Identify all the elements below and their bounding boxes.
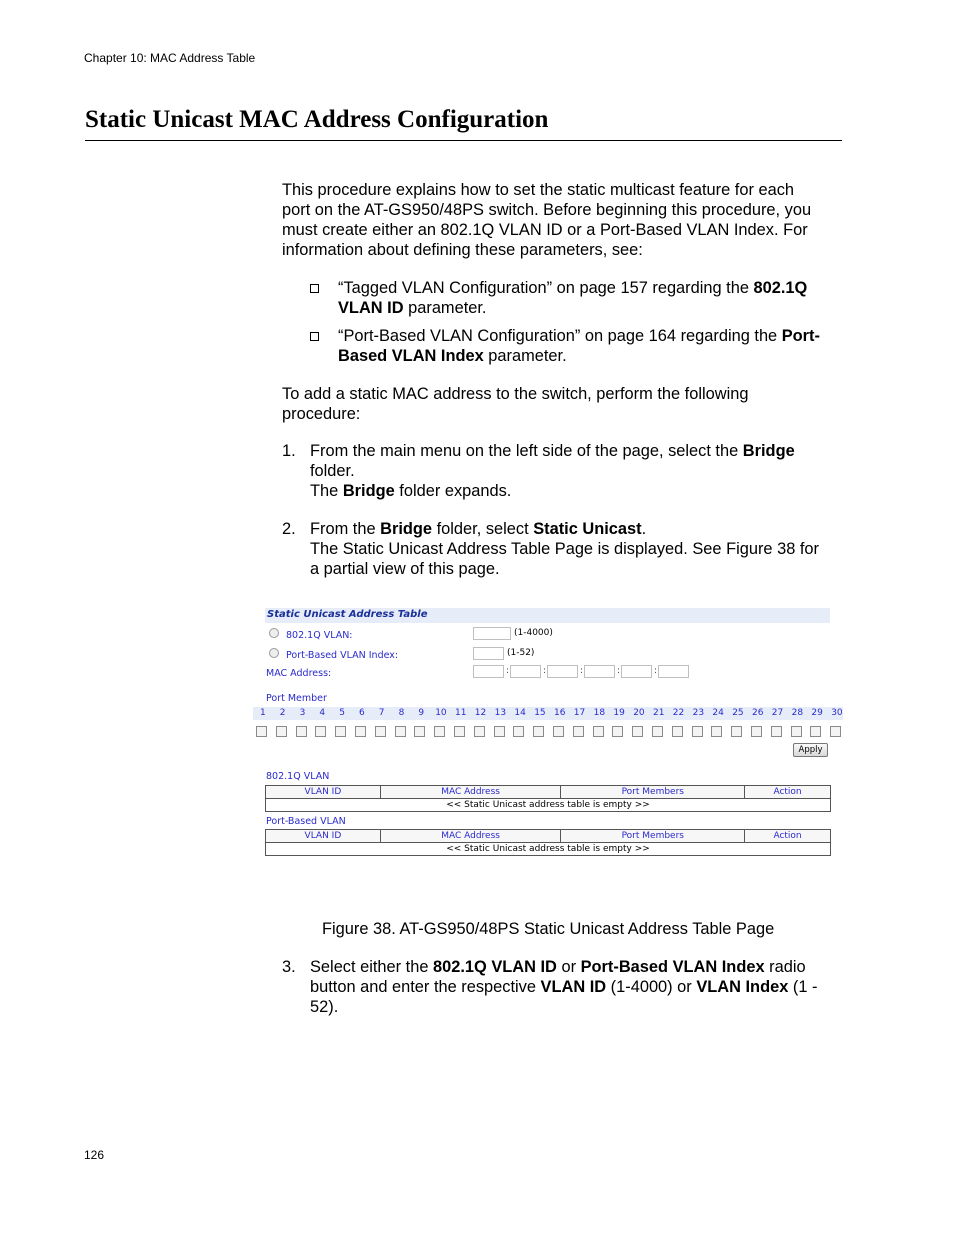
port-checkbox[interactable] [434, 726, 445, 737]
step-text: folder, select [432, 520, 534, 538]
port-number: 24 [712, 708, 724, 718]
intro-line: information about defining these parameters, see: [282, 241, 643, 259]
apply-button[interactable]: Apply [793, 743, 828, 757]
mac-octet-input[interactable] [621, 665, 652, 678]
port-number: 16 [554, 708, 566, 718]
step-bold: Bridge [380, 520, 433, 538]
title-rule [85, 140, 842, 141]
step-text: a partial view of this page. [310, 560, 500, 578]
intro-line: This procedure explains how to set the static multicast feature for each [282, 181, 795, 199]
bullet-text: “Tagged VLAN Configuration” on page 157 regarding the [338, 279, 754, 297]
col-port-members: Port Members [561, 786, 745, 799]
port-number: 1 [260, 708, 266, 718]
running-header: Chapter 10: MAC Address Table [84, 51, 256, 65]
port-checkbox[interactable] [414, 726, 425, 737]
step-1 [310, 441, 845, 501]
step-number: 2. [282, 520, 296, 538]
port-number: 13 [494, 708, 507, 718]
port-checkbox[interactable] [395, 726, 406, 737]
figure-caption: Figure 38. AT-GS950/48PS Static Unicast Address Table Page [322, 920, 775, 938]
step-text: The Static Unicast Address Table Page is displayed. See Figure 38 for [310, 540, 819, 558]
bullet-bold: Based VLAN Index [338, 347, 484, 365]
port-number: 17 [573, 708, 586, 718]
port-checkbox[interactable] [355, 726, 366, 737]
empty-row: << Static Unicast address table is empty >> [266, 843, 831, 856]
step-3 [310, 957, 845, 1017]
port-checkbox[interactable] [335, 726, 346, 737]
port-checkbox[interactable] [731, 726, 742, 737]
pbvlan-index-input[interactable] [473, 647, 504, 660]
port-number: 22 [672, 708, 685, 718]
mac-separator: : [506, 666, 510, 676]
table2-label: Port-Based VLAN [266, 816, 346, 827]
port-number: 9 [418, 708, 425, 718]
mac-octet-input[interactable] [658, 665, 689, 678]
intro-paragraph [282, 180, 811, 260]
port-number: 30 [831, 708, 843, 718]
page-number: 126 [84, 1148, 105, 1162]
port-number: 21 [653, 708, 665, 718]
port-checkbox[interactable] [672, 726, 683, 737]
port-number: 10 [435, 708, 447, 718]
port-number: 15 [534, 708, 546, 718]
mac-octet-input[interactable] [584, 665, 615, 678]
port-number: 6 [359, 708, 365, 718]
bullet-box-icon [310, 284, 319, 293]
port-number: 20 [633, 708, 645, 718]
step-text: Select either the [310, 958, 434, 976]
port-checkbox[interactable] [632, 726, 643, 737]
port-checkbox[interactable] [513, 726, 524, 737]
port-checkbox[interactable] [494, 726, 505, 737]
mac-separator: : [654, 666, 658, 676]
port-number: 14 [514, 708, 526, 718]
mac-separator: : [580, 666, 584, 676]
step-bold: Bridge [342, 482, 395, 500]
step-text: or [556, 958, 581, 976]
port-checkbox[interactable] [791, 726, 802, 737]
vlan-label: 802.1Q VLAN: [286, 630, 353, 641]
bullet-bold: 802.1Q [753, 279, 808, 297]
port-checkbox[interactable] [612, 726, 623, 737]
port-checkbox[interactable] [256, 726, 267, 737]
step-text: folder. [310, 462, 355, 480]
port-number: 8 [398, 708, 405, 718]
pbvlan-label: Port-Based VLAN Index: [286, 650, 399, 661]
bullet-bold: Port- [781, 327, 820, 345]
port-number: 4 [319, 708, 326, 718]
figure-title: Static Unicast Address Table [267, 609, 428, 620]
port-checkbox[interactable] [692, 726, 703, 737]
add-line: procedure: [282, 405, 361, 423]
step-bold: 802.1Q VLAN ID [433, 958, 557, 976]
port-number: 29 [811, 708, 823, 718]
col-mac-address: MAC Address [380, 786, 561, 799]
port-number: 7 [378, 708, 385, 718]
port-checkbox[interactable] [652, 726, 663, 737]
table1-label: 802.1Q VLAN [266, 771, 330, 782]
port-number: 28 [791, 708, 804, 718]
mac-separator: : [617, 666, 621, 676]
port-number: 18 [593, 708, 606, 718]
step-bold: VLAN ID [540, 978, 607, 996]
mac-octet-input[interactable] [547, 665, 578, 678]
port-number: 3 [299, 708, 306, 718]
col-vlan-id: VLAN ID [266, 786, 381, 799]
mac-label: MAC Address: [266, 668, 332, 679]
step-number: 3. [282, 958, 296, 976]
mac-separator: : [543, 666, 547, 676]
port-checkbox[interactable] [454, 726, 465, 737]
bullet-text: parameter. [403, 299, 487, 317]
vlan-range: (1-4000) [514, 628, 553, 638]
port-number: 12 [474, 708, 487, 718]
mac-octet-input[interactable] [473, 665, 504, 678]
step-text: (1 - [788, 978, 818, 996]
step-bold: Bridge [742, 442, 795, 460]
intro-line: port on the AT-GS950/48PS switch. Before beginning this procedure, you [282, 201, 812, 219]
port-number: 2 [279, 708, 286, 718]
pbvlan-table [265, 829, 831, 856]
empty-row: << Static Unicast address table is empty >> [266, 799, 831, 812]
port-checkbox[interactable] [375, 726, 386, 737]
port-checkbox[interactable] [296, 726, 307, 737]
step-text: 52). [310, 998, 339, 1016]
port-checkbox[interactable] [553, 726, 564, 737]
bullet-item [338, 326, 853, 366]
port-number: 27 [771, 708, 784, 718]
section-title: Static Unicast MAC Address Configuration [85, 106, 549, 133]
step-text: button and enter the respective [310, 978, 541, 996]
bullet-text: parameter. [483, 347, 567, 365]
step-bold: Static Unicast [533, 520, 642, 538]
port-number: 19 [613, 708, 625, 718]
port-checkbox[interactable] [315, 726, 326, 737]
port-number: 26 [752, 708, 764, 718]
port-member-label: Port Member [266, 693, 327, 704]
step-text: folder expands. [394, 482, 512, 500]
port-number: 11 [455, 708, 467, 718]
col-action: Action [745, 830, 831, 843]
port-number: 5 [339, 708, 345, 718]
col-vlan-id: VLAN ID [266, 830, 381, 843]
vlan-table [265, 785, 831, 812]
step-text: radio [764, 958, 806, 976]
step-2 [310, 519, 845, 579]
step-text: (1-4000) or [606, 978, 697, 996]
port-checkbox[interactable] [810, 726, 821, 737]
col-port-members: Port Members [561, 830, 745, 843]
add-line: To add a static MAC address to the switch, perform the following [282, 385, 749, 403]
step-text: The [310, 482, 343, 500]
port-checkbox[interactable] [771, 726, 782, 737]
vlan-radio[interactable] [269, 628, 279, 638]
bullet-box-icon [310, 332, 319, 341]
port-checkbox[interactable] [751, 726, 762, 737]
step-text: From the main menu on the left side of the page, select the [310, 442, 743, 460]
port-checkbox[interactable] [573, 726, 584, 737]
intro-line: must create either an 802.1Q VLAN ID or a Port-Based VLAN Index. For [282, 221, 808, 239]
vlan-id-input[interactable] [473, 627, 511, 640]
port-checkbox[interactable] [711, 726, 722, 737]
bullet-item [338, 278, 848, 318]
col-mac-address: MAC Address [380, 830, 561, 843]
bullet-text: “Port-Based VLAN Configuration” on page 164 regarding the [338, 327, 782, 345]
mac-octet-input[interactable] [510, 665, 541, 678]
port-checkbox[interactable] [830, 726, 841, 737]
port-checkbox[interactable] [474, 726, 485, 737]
port-checkbox[interactable] [593, 726, 604, 737]
step-text: From the [310, 520, 381, 538]
col-action: Action [745, 786, 831, 799]
port-checkbox[interactable] [533, 726, 544, 737]
port-checkbox[interactable] [276, 726, 287, 737]
pbvlan-range: (1-52) [507, 648, 535, 658]
figure-static-unicast-table [253, 605, 843, 865]
bullet-bold: VLAN ID [338, 299, 404, 317]
step-text: . [641, 520, 647, 538]
step-bold: VLAN Index [696, 978, 789, 996]
pbvlan-radio[interactable] [269, 648, 279, 658]
step-number: 1. [282, 442, 296, 460]
port-number: 25 [732, 708, 744, 718]
add-paragraph [282, 384, 748, 424]
port-number: 23 [692, 708, 705, 718]
step-bold: Port-Based VLAN Index [580, 958, 765, 976]
